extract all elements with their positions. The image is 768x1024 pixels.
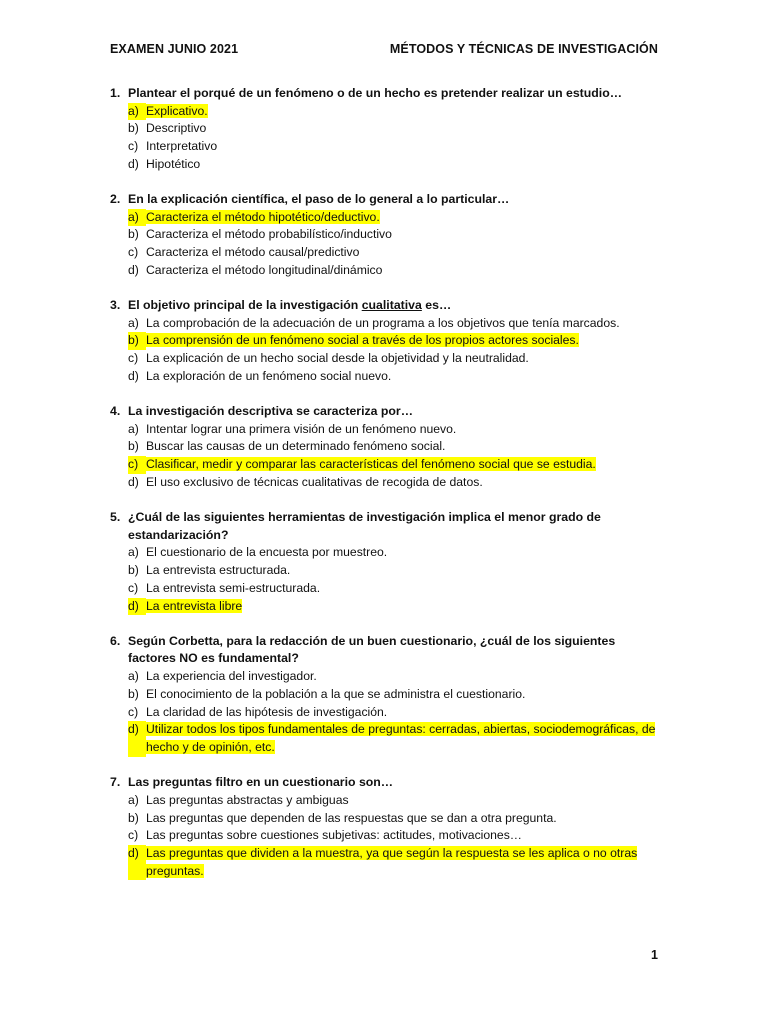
- answer-option-c: [128, 580, 658, 598]
- option-text-correct: La entrevista libre: [146, 598, 243, 613]
- answer-option-a: [128, 544, 658, 562]
- question-number: 4.: [110, 404, 121, 419]
- answer-options: [110, 668, 658, 757]
- answer-options: [110, 103, 658, 174]
- answer-options: [110, 421, 658, 492]
- answer-option-d: [128, 474, 658, 492]
- option-letter: a): [128, 669, 139, 684]
- question-title: [110, 403, 658, 421]
- answer-option-d: [128, 721, 658, 756]
- question-title: [110, 85, 658, 103]
- option-text: Las preguntas abstractas y ambiguas: [146, 792, 349, 807]
- question-title: [110, 774, 658, 792]
- option-text: La entrevista estructurada.: [146, 563, 291, 578]
- answer-option-a: [128, 421, 658, 439]
- answer-option-c: [128, 350, 658, 368]
- answer-options: [110, 792, 658, 881]
- option-letter: d): [128, 845, 146, 880]
- option-letter: a): [128, 792, 139, 807]
- option-text-correct: Utilizar todos los tipos fundamentales de preguntas: cerradas, abiertas, sociodemográficas, de hecho y de opinión, etc.: [146, 722, 656, 754]
- option-text: Caracteriza el método longitudinal/dinámico: [146, 262, 383, 277]
- course-title-header: MÉTODOS Y TÉCNICAS DE INVESTIGACIÓN: [389, 42, 658, 56]
- answer-options: [110, 315, 658, 386]
- option-letter: d): [128, 262, 139, 277]
- option-letter: a): [128, 209, 146, 227]
- question-text: Según Corbetta, para la redacción de un buen cuestionario, ¿cuál de los siguientes factores NO es fundamental?: [128, 633, 616, 666]
- option-text: Buscar las causas de un determinado fenómeno social.: [146, 439, 446, 454]
- answer-option-a: [128, 103, 658, 121]
- option-text: Las preguntas sobre cuestiones subjetivas: actitudes, motivaciones…: [146, 828, 522, 843]
- question-text-underlined: cualitativa: [361, 298, 422, 313]
- answer-option-b: [128, 810, 658, 828]
- option-letter: c): [128, 580, 139, 595]
- option-letter: d): [128, 598, 146, 616]
- option-text: Hipotético: [146, 156, 201, 171]
- question-7: [110, 774, 658, 880]
- question-number: 5.: [110, 510, 121, 525]
- option-letter: b): [128, 686, 139, 701]
- answer-option-a: [128, 792, 658, 810]
- option-text: El uso exclusivo de técnicas cualitativas de recogida de datos.: [146, 474, 483, 489]
- answer-option-c: [128, 704, 658, 722]
- option-letter: a): [128, 315, 139, 330]
- option-text-correct: La comprensión de un fenómeno social a través de los propios actores sociales.: [146, 333, 579, 348]
- question-6: [110, 633, 658, 757]
- option-letter: b): [128, 810, 139, 825]
- option-letter: a): [128, 103, 146, 121]
- question-text: Las preguntas filtro en un cuestionario son…: [128, 775, 394, 790]
- question-5: [110, 509, 658, 615]
- option-text: Interpretativo: [146, 139, 218, 154]
- option-letter: b): [128, 439, 139, 454]
- option-text: La experiencia del investigador.: [146, 669, 317, 684]
- option-letter: c): [128, 704, 139, 719]
- option-text: La comprobación de la adecuación de un programa a los objetivos que tenía marcados.: [146, 315, 620, 330]
- question-text-before: El objetivo principal de la investigación: [128, 298, 362, 313]
- question-text-after: es…: [421, 298, 452, 313]
- answer-option-d: [128, 845, 658, 880]
- question-text: En la explicación científica, el paso de lo general a lo particular…: [128, 192, 510, 207]
- question-1: [110, 85, 658, 174]
- question-number: 7.: [110, 775, 121, 790]
- answer-option-c: [128, 244, 658, 262]
- answer-option-a: [128, 315, 658, 333]
- option-letter: d): [128, 721, 146, 756]
- question-2: [110, 191, 658, 280]
- option-letter: d): [128, 368, 139, 383]
- option-text-correct: Las preguntas que dividen a la muestra, ya que según la respuesta se les aplica o no otras preguntas.: [146, 846, 638, 878]
- option-text: El conocimiento de la población a la que se administra el cuestionario.: [146, 686, 526, 701]
- option-letter: d): [128, 474, 139, 489]
- option-letter: c): [128, 351, 139, 366]
- option-text: La entrevista semi-estructurada.: [146, 580, 321, 595]
- option-text-correct: Explicativo.: [146, 103, 208, 118]
- option-text: Caracteriza el método probabilístico/inductivo: [146, 227, 392, 242]
- question-text: La investigación descriptiva se caracteriza por…: [128, 404, 413, 419]
- answer-option-b: [128, 438, 658, 456]
- question-3: [110, 297, 658, 386]
- question-text: [128, 297, 658, 315]
- option-text: Intentar lograr una primera visión de un fenómeno nuevo.: [146, 421, 457, 436]
- option-text-correct: Clasificar, medir y comparar las características del fenómeno social que se estudia.: [146, 457, 596, 472]
- answer-options: [110, 544, 658, 615]
- answer-options: [110, 209, 658, 280]
- question-number: 2.: [110, 192, 121, 207]
- answer-option-d: [128, 598, 658, 616]
- option-letter: d): [128, 156, 139, 171]
- option-text: La explicación de un hecho social desde la objetividad y la neutralidad.: [146, 351, 529, 366]
- answer-option-b: [128, 332, 658, 350]
- answer-option-b: [128, 686, 658, 704]
- option-letter: c): [128, 245, 139, 260]
- option-letter: b): [128, 563, 139, 578]
- question-title: [110, 191, 658, 209]
- answer-option-b: [128, 120, 658, 138]
- option-letter: c): [128, 828, 139, 843]
- exam-date-header: EXAMEN JUNIO 2021: [110, 42, 239, 56]
- option-text: La exploración de un fenómeno social nuevo.: [146, 368, 392, 383]
- answer-option-d: [128, 368, 658, 386]
- answer-option-d: [128, 262, 658, 280]
- answer-option-b: [128, 226, 658, 244]
- question-number: 6.: [110, 633, 121, 648]
- answer-option-d: [128, 156, 658, 174]
- answer-option-c: [128, 456, 658, 474]
- option-letter: b): [128, 121, 139, 136]
- questions-list: [110, 85, 658, 898]
- option-letter: c): [128, 456, 146, 474]
- option-text: La claridad de las hipótesis de investigación.: [146, 704, 388, 719]
- option-text: Caracteriza el método causal/predictivo: [146, 245, 360, 260]
- question-text: ¿Cuál de las siguientes herramientas de investigación implica el menor grado de estandarización?: [128, 510, 601, 542]
- answer-option-a: [128, 668, 658, 686]
- option-text: Descriptivo: [146, 121, 207, 136]
- option-letter: a): [128, 421, 139, 436]
- question-4: [110, 403, 658, 492]
- option-text-correct: Caracteriza el método hipotético/deductivo.: [146, 209, 380, 224]
- answer-option-c: [128, 827, 658, 845]
- question-text: Plantear el porqué de un fenómeno o de un hecho es pretender realizar un estudio…: [128, 86, 623, 100]
- answer-option-a: [128, 209, 658, 227]
- answer-option-b: [128, 562, 658, 580]
- option-text: Las preguntas que dependen de las respuestas que se dan a otra pregunta.: [146, 810, 557, 825]
- answer-option-c: [128, 138, 658, 156]
- option-letter: b): [128, 227, 139, 242]
- question-title: [110, 633, 658, 668]
- option-letter: c): [128, 139, 139, 154]
- option-text: El cuestionario de la encuesta por muestreo.: [146, 545, 388, 560]
- page-number: 1: [651, 948, 658, 962]
- option-letter: a): [128, 545, 139, 560]
- question-title: [110, 297, 658, 315]
- option-letter: b): [128, 332, 146, 350]
- question-number: 1.: [110, 86, 121, 100]
- question-number: 3.: [110, 298, 121, 313]
- question-title: [110, 509, 658, 544]
